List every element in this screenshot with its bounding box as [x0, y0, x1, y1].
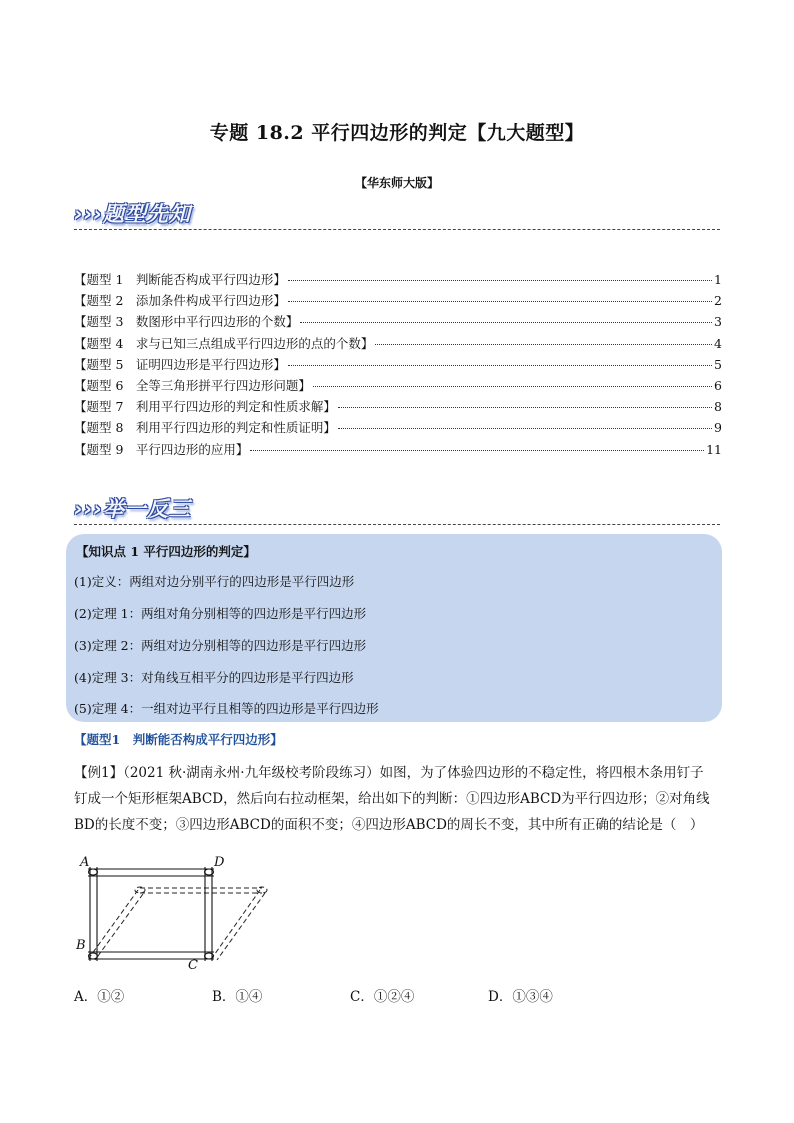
toc-page: 1 [714, 272, 722, 287]
option-d[interactable]: D．①③④ [488, 989, 553, 1005]
toc-item[interactable] [74, 312, 722, 333]
toc-page: 9 [714, 420, 722, 436]
toc-page: 8 [714, 399, 722, 415]
toc-item[interactable] [74, 376, 722, 397]
rectangle-frame-figure [72, 852, 282, 972]
question-line: 钉成一个矩形框架ABCD，然后向右拉动框架，给出如下的判断：①四边形ABCD为平行四边形；②对角线 [74, 791, 710, 807]
option-b[interactable]: B．①④ [212, 989, 263, 1005]
edition-label: 【华东师大版】 [354, 176, 439, 190]
question-line: BD的长度不变；③四边形ABCD的面积不变；④四边形ABCD的周长不变，其中所有正确的结论是（ ） [74, 817, 704, 833]
divider [74, 229, 720, 230]
toc-page: 6 [714, 377, 722, 393]
toc-item[interactable] [74, 418, 722, 439]
vertex-label-d: D [214, 855, 225, 870]
toc-label: 【题型 1 判断能否构成平行四边形】 [74, 272, 286, 287]
toc-page: 2 [714, 293, 722, 309]
toc-page: 3 [714, 314, 722, 330]
vertex-label-c: C [188, 958, 198, 972]
knowledge-line: (5)定理 4：一组对边平行且相等的四边形是平行四边形 [74, 701, 379, 716]
knowledge-title: 【知识点 1 平行四边形的判定】 [76, 544, 256, 559]
toc-label: 【题型 7 利用平行四边形的判定和性质求解】 [74, 399, 336, 415]
example-question [74, 760, 724, 838]
knowledge-line: (2)定理 1：两组对角分别相等的四边形是平行四边形 [74, 606, 367, 621]
toc-item[interactable] [74, 334, 722, 355]
knowledge-line: (3)定理 2：两组对边分别相等的四边形是平行四边形 [74, 638, 367, 653]
question-line: 【例1】（2021 秋·湖南永州·九年级校考阶段练习）如图，为了体验四边形的不稳定性，将四根木条用钉子 [74, 765, 704, 781]
toc-label: 【题型 4 求与已知三点组成平行四边形的点的个数】 [74, 335, 374, 351]
banner-preview-text: ›››题型先知 [74, 202, 191, 226]
toc-label: 【题型 3 数图形中平行四边形的个数】 [74, 314, 299, 330]
toc-label: 【题型 9 平行四边形的应用】 [74, 441, 249, 457]
type-heading: 【题型1 判断能否构成平行四边形】 [74, 732, 283, 747]
toc-item[interactable] [74, 270, 722, 291]
toc-label: 【题型 5 证明四边形是平行四边形】 [74, 356, 286, 372]
toc-page: 11 [706, 441, 722, 457]
toc-item[interactable] [74, 355, 722, 376]
knowledge-box [66, 534, 722, 722]
page-title: 专题 18.2 平行四边形的判定【九大题型】 [209, 122, 585, 144]
vertex-label-a: A [80, 855, 90, 870]
knowledge-line: (1)定义：两组对边分别平行的四边形是平行四边形 [74, 574, 355, 589]
toc-page: 5 [714, 356, 722, 372]
toc-label: 【题型 6 全等三角形拼平行四边形问题】 [74, 377, 311, 393]
banner-practice-text: ›››举一反三 [74, 497, 191, 521]
toc-item[interactable] [74, 440, 722, 461]
option-c[interactable]: C．①②④ [350, 989, 415, 1005]
option-a[interactable]: A．①② [74, 989, 125, 1005]
banner-practice [74, 493, 720, 529]
toc-item[interactable] [74, 397, 722, 418]
toc-item[interactable] [74, 291, 722, 312]
divider [74, 524, 720, 525]
toc-label: 【题型 8 利用平行四边形的判定和性质证明】 [74, 420, 336, 436]
knowledge-line: (4)定理 3：对角线互相平分的四边形是平行四边形 [74, 670, 354, 685]
table-of-contents [74, 270, 722, 461]
banner-preview [74, 198, 720, 234]
toc-label: 【题型 2 添加条件构成平行四边形】 [74, 293, 286, 309]
toc-page: 4 [714, 335, 722, 351]
vertex-label-b: B [76, 938, 86, 953]
answer-options [0, 985, 794, 1005]
